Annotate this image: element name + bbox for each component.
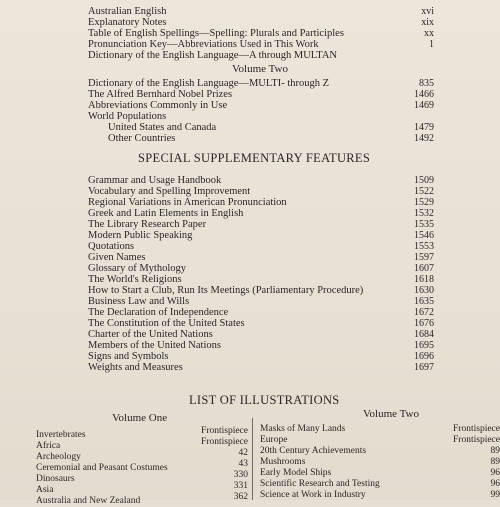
- illustration-title: Archeology: [36, 452, 81, 462]
- toc-entry-title: Abbreviations Commonly in Use: [88, 100, 228, 111]
- toc-entry-page: 1535: [414, 219, 434, 230]
- toc-entry-title: How to Start a Club, Run Its Meetings (Parliamentary Procedure): [88, 285, 364, 296]
- toc-entry-page: 1672: [414, 307, 434, 318]
- toc-entry-title: Regional Variations in American Pronunciation: [88, 197, 287, 208]
- illustration-title: Invertebrates: [36, 430, 86, 440]
- illustration-page: 330: [233, 470, 248, 480]
- toc-entry-title: Charter of the United Nations: [88, 329, 213, 340]
- illustration-title: Ceremonial and Peasant Costumes: [36, 463, 168, 473]
- illustration-page: 96: [490, 479, 500, 489]
- toc-entry-title: Grammar and Usage Handbook: [88, 175, 222, 186]
- toc-entry-page: 1522: [414, 186, 434, 197]
- supplementary-heading: SPECIAL SUPPLEMENTARY FEATURES: [138, 151, 371, 165]
- toc-entry-title: Weights and Measures: [88, 362, 183, 373]
- illustration-page: 99: [490, 490, 500, 500]
- toc-entry-title: Business Law and Wills: [88, 296, 190, 307]
- toc-entry-page: 1553: [414, 241, 434, 252]
- toc-entry-title: Members of the United Nations: [88, 340, 221, 351]
- toc-entry-page: xix: [421, 17, 434, 28]
- illustration-title: Dinosaurs: [36, 474, 75, 484]
- illustration-page: Frontispiece: [201, 437, 248, 447]
- toc-entry-title: Australian English: [88, 6, 167, 17]
- illustration-title: Science at Work in Industry: [260, 490, 366, 500]
- illustration-title: Asia: [36, 485, 54, 495]
- toc-entry-page: 1630: [414, 285, 434, 296]
- toc-entry-page: 1597: [414, 252, 434, 263]
- column-divider: [252, 418, 253, 500]
- toc-entry-page: 1529: [414, 197, 434, 208]
- toc-entry-page: 1697: [414, 362, 434, 373]
- toc-entry-page: 1469: [414, 100, 434, 111]
- toc-entry-title: Given Names: [88, 252, 146, 263]
- illustration-page: 362: [233, 492, 248, 502]
- toc-entry-page: 1466: [414, 89, 434, 100]
- toc-entry-page: 1607: [414, 263, 434, 274]
- toc-entry-page: 1509: [414, 175, 434, 186]
- toc-entry-title: Signs and Symbols: [88, 351, 169, 362]
- toc-entry-title: Table of English Spellings—Spelling: Plurals and Participles: [88, 28, 344, 39]
- illustrations-heading: LIST OF ILLUSTRATIONS: [189, 393, 340, 407]
- toc-entry-page: 1546: [414, 230, 434, 241]
- illustration-title: Scientific Research and Testing: [260, 479, 380, 489]
- toc-entry-title: The Constitution of the United States: [88, 318, 245, 329]
- illustration-title: Mushrooms: [260, 457, 306, 467]
- illustration-page: Frontispiece: [453, 424, 500, 434]
- illustration-title: Africa: [36, 441, 61, 451]
- toc-entry-title: Glossary of Mythology: [88, 263, 186, 274]
- toc-entry-title: The Library Research Paper: [88, 219, 207, 230]
- ill-volume-two-heading: Volume Two: [363, 408, 419, 420]
- illustration-title: 20th Century Achievements: [260, 446, 367, 456]
- toc-entry-page: 1695: [414, 340, 434, 351]
- toc-entry-page: 1532: [414, 208, 434, 219]
- toc-entry-title: Pronunciation Key—Abbreviations Used in This Work: [88, 39, 319, 50]
- toc-entry-title: World Populations: [88, 111, 167, 122]
- toc-entry-page: 1618: [414, 274, 434, 285]
- toc-entry-page: 1: [429, 39, 434, 50]
- toc-entry-page: 1635: [414, 296, 434, 307]
- toc-entry-page: xx: [424, 28, 434, 39]
- toc-entry-title: Other Countries: [108, 133, 176, 144]
- illustration-page: 96: [490, 468, 500, 478]
- illustration-page: 43: [238, 459, 248, 469]
- illustration-title: Australia and New Zealand: [36, 496, 141, 506]
- toc-entry-title: Modern Public Speaking: [88, 230, 193, 241]
- illustration-page: 89: [490, 457, 500, 467]
- toc-entry-title: Explanatory Notes: [88, 17, 167, 28]
- toc-entry-page: 835: [419, 78, 434, 89]
- toc-entry-title: Dictionary of the English Language—MULTI- through Z: [88, 78, 330, 89]
- illustration-page: Frontispiece: [201, 426, 248, 436]
- toc-entry-page: 1676: [414, 318, 434, 329]
- toc-entry-title: Quotations: [88, 241, 135, 252]
- illustration-page: Frontispiece: [453, 435, 500, 445]
- volume-two-heading: Volume Two: [232, 63, 288, 75]
- toc-entry-page: 1696: [414, 351, 434, 362]
- illustration-page: 89: [490, 446, 500, 456]
- ill-volume-one-heading: Volume One: [112, 412, 168, 424]
- toc-entry-title: Dictionary of the English Language—A through MULTAN: [88, 50, 337, 61]
- toc-entry-title: United States and Canada: [108, 122, 217, 133]
- toc-entry-title: The World's Religions: [88, 274, 182, 285]
- illustration-page: 42: [238, 448, 248, 458]
- toc-entry-page: xvi: [421, 6, 434, 17]
- illustration-title: Early Model Ships: [260, 468, 332, 478]
- toc-entry-title: Vocabulary and Spelling Improvement: [88, 186, 251, 197]
- illustration-page: 331: [233, 481, 248, 491]
- toc-entry-title: The Declaration of Independence: [88, 307, 229, 318]
- toc-entry-page: 1492: [414, 133, 434, 144]
- toc-entry-title: The Alfred Bernhard Nobel Prizes: [88, 89, 233, 100]
- toc-entry-title: Greek and Latin Elements in English: [88, 208, 244, 219]
- illustration-title: Masks of Many Lands: [260, 424, 346, 434]
- illustration-title: Europe: [260, 435, 288, 445]
- toc-entry-page: 1684: [414, 329, 434, 340]
- toc-entry-page: 1479: [414, 122, 434, 133]
